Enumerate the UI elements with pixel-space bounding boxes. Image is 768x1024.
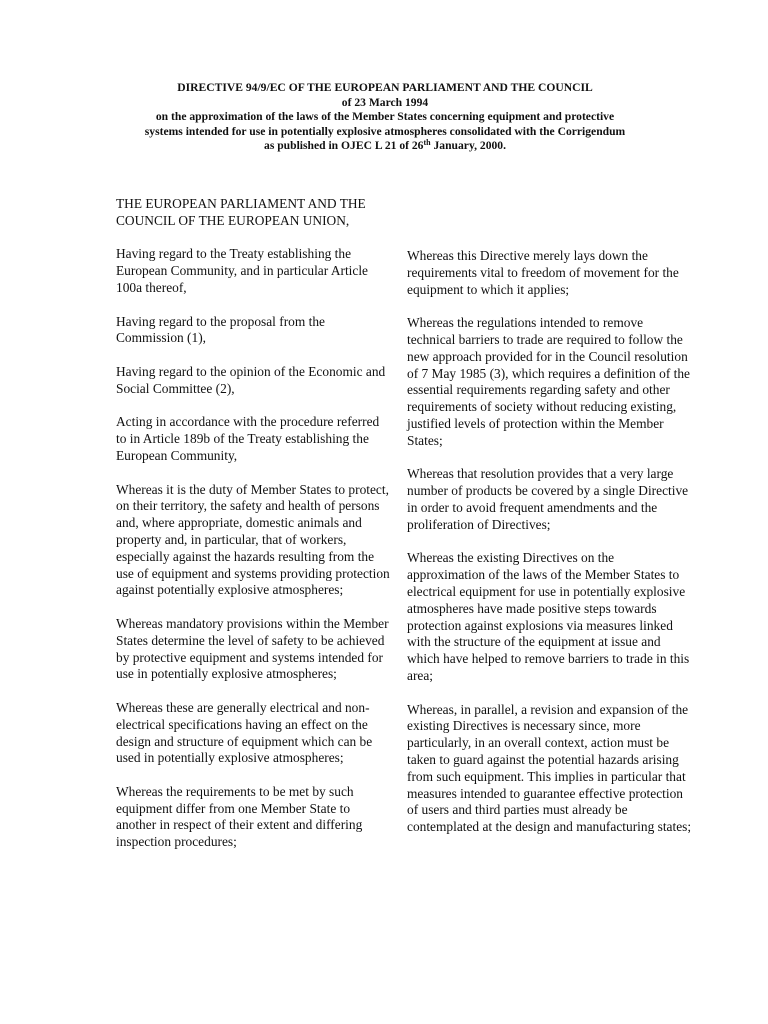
document-header [100, 81, 670, 154]
recital-paragraph: Whereas the regulations intended to remove technical barriers to trade are required to follow the new approach provided for in the Council resolution of 7 May 1985 (3), which requires a definition of the essential requirements regarding safety and other requirements of society without reducing existing, justified levels of protection within the Member States; [407, 315, 690, 448]
directive-date: of 23 March 1994 [341, 95, 429, 109]
left-column [116, 196, 391, 851]
recital-paragraph: Having regard to the opinion of the Economic and Social Committee (2), [116, 363, 386, 396]
directive-subject-line-2: systems intended for use in potentially explosive atmospheres consolidated with the Corrigendum [144, 124, 626, 138]
recital-paragraph: Whereas the existing Directives on the approximation of the laws of the Member States to electrical equipment for use in potentially explosive atmospheres have made positive steps towards protection against explosions via measures linked with the structure of the equipment at issue and which have helped to remove barriers to trade in this area; [407, 550, 690, 683]
recital-paragraph: Whereas these are generally electrical and non-electrical specifications having an effect on the design and structure of equipment which can be used in potentially explosive atmospheres; [116, 699, 373, 766]
ordinal-suffix: th [423, 138, 431, 148]
directive-publication-line [100, 139, 670, 154]
recital-paragraph: Whereas that resolution provides that a very large number of products be covered by a single Directive in order to avoid frequent amendments and the proliferation of Directives; [407, 466, 689, 532]
directive-subject-line-1: on the approximation of the laws of the Member States concerning equipment and protective [155, 110, 615, 124]
recital-paragraph: Having regard to the Treaty establishing the European Community, and in particular Article 100a thereof, [116, 246, 368, 295]
recital-paragraph: Acting in accordance with the procedure referred to in Article 189b of the Treaty establishing the European Community, [116, 414, 380, 463]
recital-paragraph: Whereas, in parallel, a revision and expansion of the existing Directives is necessary since, more particularly, in an overall context, action must be taken to guard against the potential hazards arising from such equipment. This implies in particular that measures intended to guarantee effective protection of users and third parties must already be contemplated at the design and manufacturing states; [407, 701, 692, 835]
right-column [407, 248, 692, 836]
preamble-title: THE EUROPEAN PARLIAMENT AND THE COUNCIL OF THE EUROPEAN UNION, [116, 196, 366, 228]
directive-title: DIRECTIVE 94/9/EC OF THE EUROPEAN PARLIAMENT AND THE COUNCIL [177, 81, 593, 94]
recital-paragraph: Whereas the requirements to be met by such equipment differ from one Member State to another in respect of their extent and differing inspection procedures; [116, 783, 363, 850]
recital-paragraph: Having regard to the proposal from the Commission (1), [116, 313, 325, 346]
recital-paragraph: Whereas mandatory provisions within the Member States determine the level of safety to be achieved by protective equipment and systems intended for use in potentially explosive atmospheres; [116, 615, 389, 682]
recital-paragraph: Whereas it is the duty of Member States to protect, on their territory, the safety and health of persons and, where appropriate, domestic animals and property and, in particular, that of workers, especially against the hazards resulting from the use of equipment and systems providing protection against potentially explosive atmospheres; [116, 481, 390, 598]
publication-date: January, 2000. [430, 139, 506, 153]
publication-text: as published in OJEC L 21 of 26 [264, 139, 424, 153]
recital-paragraph: Whereas this Directive merely lays down the requirements vital to freedom of movement for the equipment to which it applies; [407, 248, 679, 297]
